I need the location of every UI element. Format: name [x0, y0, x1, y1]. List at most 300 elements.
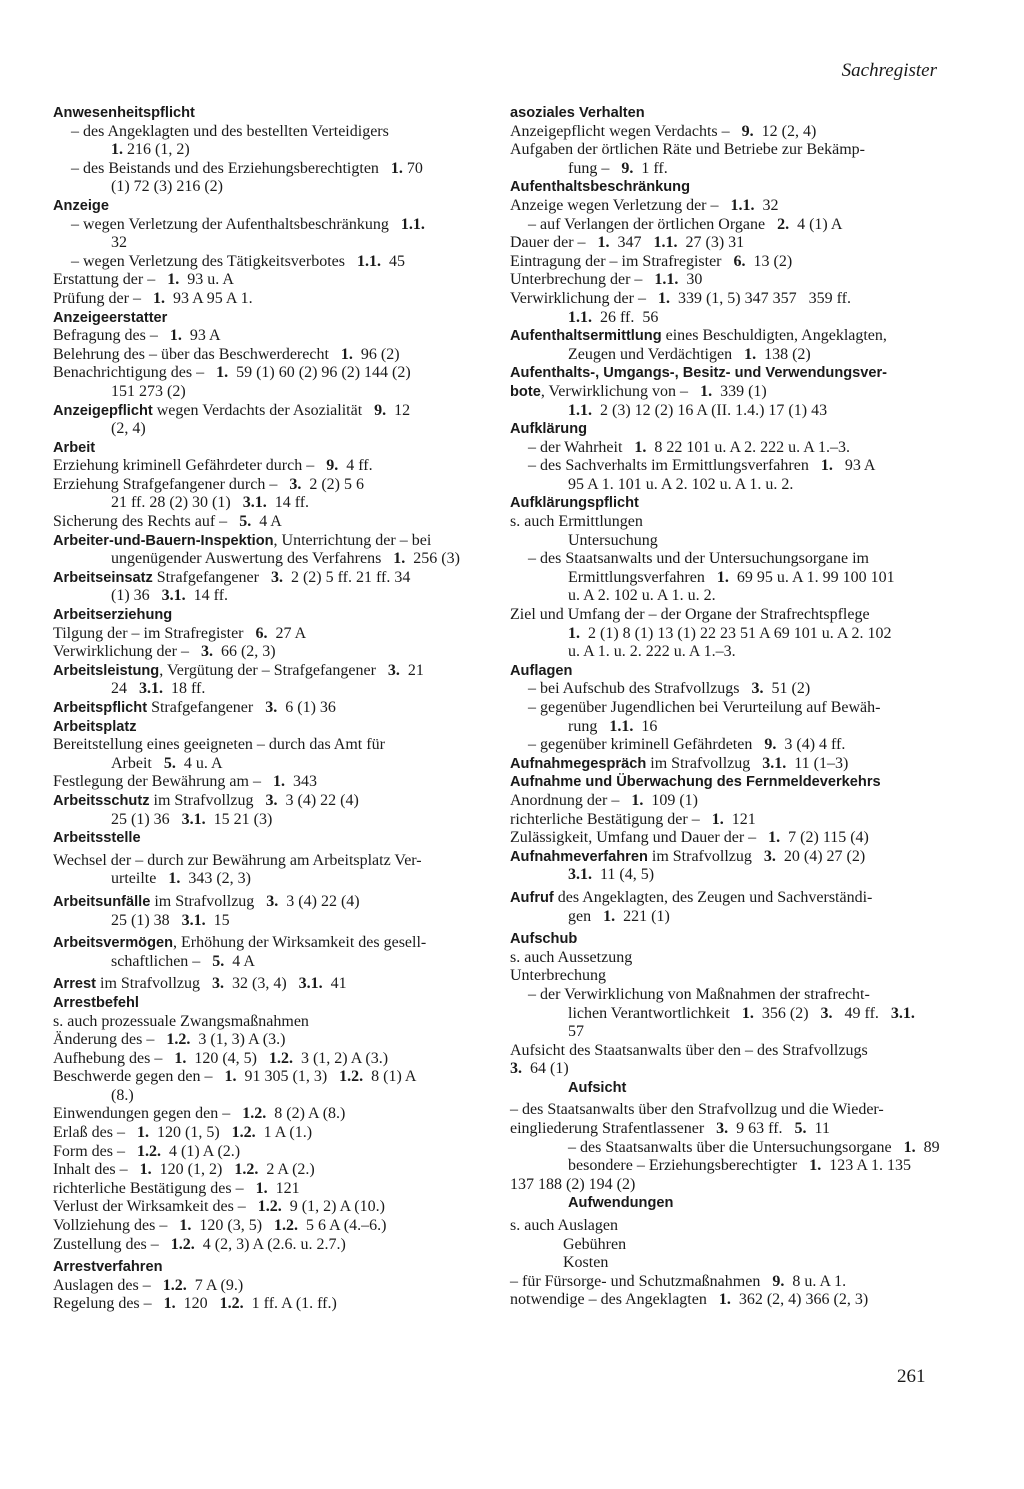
section-reference: 3.1. — [890, 1004, 915, 1022]
section-reference: 3.1. — [242, 494, 267, 512]
entry-text: 343 (2, 3) — [180, 870, 251, 888]
entry-text: 70 — [402, 159, 423, 177]
entry-text: richterliche Bestätigung des – — [53, 1179, 256, 1197]
index-entry-line — [510, 1291, 942, 1310]
entry-text: Benachrichtigung des – — [53, 364, 217, 382]
entry-text: 120 (4, 5) — [186, 1049, 269, 1067]
index-entry-line — [53, 141, 481, 160]
section-reference: 3. — [820, 1004, 833, 1022]
entry-text: 343 — [284, 773, 317, 791]
section-reference: 1. — [179, 1217, 192, 1235]
entry-text: 9 63 ff. — [728, 1120, 795, 1138]
entry-text: 32 — [754, 196, 779, 214]
entry-text: 24 — [111, 680, 139, 698]
section-reference: 3.1. — [161, 587, 186, 605]
index-entry-line — [510, 680, 942, 699]
index-entry-line — [510, 327, 942, 346]
entry-text: 95 A 1. 101 u. A 2. 102 u. A 1. u. 2. — [568, 475, 794, 493]
page-number: 261 — [897, 1366, 926, 1387]
entry-text: Belehrung des – über das Beschwerderecht — [53, 345, 341, 363]
entry-text: 1 A (1.) — [255, 1124, 313, 1142]
index-headword: Aufenthalts-, Umgangs-, Besitz- und Verwendungsver- — [510, 365, 888, 382]
entry-text: Zustellung des – — [53, 1235, 171, 1253]
section-reference: 9. — [772, 1272, 785, 1290]
index-entry-line — [53, 699, 481, 718]
entry-text: im Strafvollzug — [647, 847, 764, 865]
section-reference: 1.2. — [339, 1068, 364, 1086]
index-entry-line — [53, 870, 481, 889]
index-entry-line — [53, 160, 481, 179]
entry-text: 30 — [678, 271, 703, 289]
section-reference: 1. — [603, 907, 616, 925]
index-entry-line — [510, 1101, 942, 1120]
index-headword-line — [53, 309, 481, 328]
entry-text: 137 188 (2) 194 (2) — [510, 1175, 636, 1193]
index-entry-line — [510, 866, 942, 885]
section-reference: 1. — [390, 159, 403, 177]
entry-text: 45 — [381, 252, 405, 270]
index-entry-line — [510, 1060, 942, 1079]
entry-text: 14 ff. — [266, 494, 310, 512]
entry-text: 26 ff. 56 — [592, 308, 659, 326]
index-headword: Arbeiter-und-Bauern-Inspektion — [53, 532, 274, 549]
entry-text: 138 (2) — [756, 345, 811, 363]
entry-text: richterliche Bestätigung der – — [510, 810, 712, 828]
entry-text: 66 (2, 3) — [212, 643, 276, 661]
entry-text: Unterbrechung — [510, 967, 606, 985]
entry-text: Tilgung der – im Strafregister — [53, 624, 256, 642]
index-headword: Aufsicht — [568, 1079, 627, 1096]
section-reference: 6. — [733, 252, 746, 270]
entry-text: 12 (2, 4) — [753, 122, 817, 140]
index-headword-line — [510, 494, 942, 513]
entry-text: Anordnung der – — [510, 791, 632, 809]
index-headword: Aufnahmegespräch — [510, 755, 647, 772]
entry-text: 69 95 u. A 1. 99 100 101 — [728, 568, 895, 586]
index-headword-line — [53, 994, 481, 1013]
index-entry-line — [53, 513, 481, 532]
entry-text: Dauer der – — [510, 234, 598, 252]
index-entry-line — [510, 1042, 942, 1061]
index-headword: Arbeitsunfälle — [53, 893, 151, 910]
section-reference: 1.2. — [137, 1142, 161, 1160]
entry-text: , Unterrichtung der – bei — [273, 531, 432, 549]
entry-text: 21 — [399, 661, 424, 679]
index-headword: Aufschub — [510, 931, 578, 948]
index-entry-line — [53, 773, 481, 792]
section-reference: 1. — [631, 791, 644, 809]
section-reference: 1. — [224, 1068, 237, 1086]
entry-text: 362 (2, 4) 366 (2, 3) — [730, 1291, 869, 1309]
entry-text: 15 — [205, 911, 230, 929]
section-reference: 1.2. — [242, 1105, 267, 1123]
index-headword: Aufwendungen — [568, 1195, 674, 1212]
section-reference: 1. — [272, 773, 285, 791]
section-reference: 3. — [200, 643, 213, 661]
section-reference: 3. — [211, 975, 224, 993]
index-entry-line — [510, 829, 942, 848]
index-entry-line — [53, 457, 481, 476]
index-entry-line — [510, 1120, 942, 1139]
entry-text: 7 (2) 115 (4) — [780, 829, 869, 847]
entry-text: Inhalt des – — [53, 1161, 140, 1179]
index-entry-line — [53, 346, 481, 365]
entry-text: 4 (2, 3) A (2.6. u. 2.7.) — [194, 1235, 346, 1253]
index-entry-line — [510, 755, 942, 774]
entry-text: besondere – Erziehungsberechtigter — [568, 1157, 810, 1175]
entry-text: 32 — [111, 234, 127, 252]
entry-text: 347 — [609, 234, 654, 252]
section-reference: 1. — [168, 870, 181, 888]
entry-text: wegen Verdachts der Asozialität — [152, 401, 375, 419]
index-entry-line — [510, 1254, 942, 1273]
entry-text: 6 (1) 36 — [277, 699, 336, 716]
entry-text: 41 — [322, 975, 347, 993]
index-entry-line — [510, 811, 942, 830]
section-reference: 1.2. — [219, 1295, 244, 1313]
entry-text: eingliederung Strafentlassener — [510, 1120, 717, 1138]
entry-text: Zulässigkeit, Umfang und Dauer der – — [510, 829, 769, 847]
index-entry-line — [53, 736, 481, 755]
entry-text: Änderung des – — [53, 1031, 167, 1049]
index-entry-line — [53, 1068, 481, 1087]
index-entry-line — [510, 606, 942, 625]
section-reference: 1. — [820, 457, 833, 475]
index-entry-line — [510, 1005, 942, 1024]
entry-text: 2 (1) 8 (1) 13 (1) 22 23 51 A 69 101 u. A 2. 102 — [580, 624, 892, 642]
index-headword: Arrestverfahren — [53, 1259, 163, 1276]
index-entry-line — [510, 141, 942, 160]
index-entry-line — [53, 811, 481, 830]
index-headword-line — [510, 104, 942, 123]
index-headword: Arbeitsvermögen — [53, 935, 174, 952]
index-headword: Arbeitsstelle — [53, 830, 141, 847]
section-reference: 3.1. — [139, 680, 163, 698]
section-reference: 1. — [216, 364, 229, 382]
section-reference: 9. — [621, 159, 634, 177]
entry-text: – gegenüber kriminell Gefährdeten — [528, 736, 765, 754]
index-entry-line — [510, 1139, 942, 1158]
index-entry-line — [510, 476, 942, 495]
index-entry-line — [510, 532, 942, 551]
section-reference: 1. — [174, 1049, 187, 1067]
section-reference: 1.1. — [654, 271, 679, 289]
entry-text: 3 (4) 22 (4) — [277, 791, 359, 809]
entry-text: 8 22 101 u. A 2. 222 u. A 1.–3. — [646, 438, 850, 456]
index-entry-line — [53, 893, 481, 912]
entry-text: 16 — [633, 717, 658, 735]
index-headword: Arrestbefehl — [53, 994, 139, 1011]
section-reference: 1.1. — [357, 252, 381, 270]
entry-text: 120 (1, 2) — [151, 1161, 235, 1179]
entry-text: 216 (1, 2) — [123, 141, 190, 159]
index-entry-line — [53, 934, 481, 953]
section-reference: 1. — [152, 289, 165, 307]
index-headword-line — [510, 930, 942, 949]
index-entry-line — [53, 1143, 481, 1162]
index-entry-line — [510, 1236, 942, 1255]
section-reference: 3. — [387, 661, 400, 679]
entry-text: im Strafvollzug — [150, 892, 267, 910]
entry-text: Beschwerde gegen den – — [53, 1068, 225, 1086]
index-entry-line — [510, 986, 942, 1005]
index-entry-line — [510, 550, 942, 569]
index-headword: Aufruf — [510, 889, 554, 906]
index-entry-line — [53, 234, 481, 253]
index-headword-line — [53, 197, 481, 216]
entry-text: (1) 72 (3) 216 (2) — [111, 178, 223, 196]
section-reference: 1. — [393, 550, 406, 568]
section-reference: 1. — [111, 141, 123, 159]
section-reference: 9. — [764, 736, 777, 754]
entry-text: 8 (2) A (8.) — [266, 1105, 346, 1123]
page-header-title: Sachregister — [841, 60, 937, 81]
index-entry-line — [510, 271, 942, 290]
index-entry-line — [53, 383, 481, 402]
index-entry-line — [53, 680, 481, 699]
entry-text: – des Staatsanwalts und der Untersuchungsorgane im — [528, 550, 869, 568]
entry-text: Zeugen und Verdächtigen — [568, 345, 745, 363]
index-entry-line — [53, 792, 481, 811]
section-reference: 1. — [700, 382, 713, 400]
entry-text: 3 (1, 3) A (3.) — [190, 1031, 286, 1049]
entry-text: – des Staatsanwalts über den Strafvollzug und die Wieder- — [510, 1101, 884, 1119]
index-headword: Arbeitseinsatz — [53, 569, 153, 586]
section-reference: 1. — [568, 624, 580, 642]
entry-text: u. A 1. u. 2. 222 u. A 1.–3. — [568, 643, 736, 661]
entry-text: Aufhebung des – — [53, 1049, 175, 1067]
index-headword-line — [53, 606, 481, 625]
entry-text: Gebühren — [563, 1235, 627, 1253]
index-entry-line — [510, 197, 942, 216]
entry-text: – der Wahrheit — [528, 438, 635, 456]
entry-text: 109 (1) — [643, 791, 698, 809]
entry-text: 11 (4, 5) — [592, 866, 655, 884]
index-entry-line — [53, 643, 481, 662]
entry-text: – für Fürsorge- und Schutzmaßnahmen — [510, 1272, 773, 1290]
entry-text: Einwendungen gegen den – — [53, 1105, 243, 1123]
entry-text: 21 ff. 28 (2) 30 (1) — [111, 494, 243, 512]
section-reference: 3. — [266, 892, 279, 910]
index-entry-line — [53, 1295, 481, 1314]
index-entry-line — [53, 253, 481, 272]
entry-text: 13 (2) — [745, 252, 793, 270]
entry-text: 9 (1, 2) A (10.) — [281, 1198, 385, 1216]
entry-text: Aufsicht des Staatsanwalts über den – des Strafvollzugs — [510, 1041, 868, 1059]
index-headword: Arbeitsschutz — [53, 792, 150, 809]
entry-text: s. auch Ermittlungen — [510, 513, 643, 531]
section-reference: 1.1. — [400, 215, 425, 233]
section-reference: 1. — [903, 1138, 916, 1156]
section-reference: 1.2. — [257, 1198, 282, 1216]
entry-text: 120 — [175, 1295, 220, 1313]
index-entry-line — [53, 1198, 481, 1217]
entry-text: 2 (2) 5 ff. 21 ff. 34 — [282, 568, 411, 586]
section-reference: 3.1. — [298, 975, 323, 993]
section-reference: 9. — [326, 457, 339, 475]
entry-text: 121 — [723, 810, 756, 828]
entry-text: eines Beschuldigten, Angeklagten, — [661, 327, 887, 345]
entry-text: im Strafvollzug — [96, 975, 212, 993]
index-headword: Aufklärungspflicht — [510, 495, 639, 512]
index-entry-line — [53, 1124, 481, 1143]
index-entry-line — [53, 178, 481, 197]
index-entry-line — [53, 1236, 481, 1255]
section-reference: 1. — [768, 829, 781, 847]
entry-text: – wegen Verletzung der Aufenthaltsbeschränkung — [71, 215, 401, 233]
entry-text: 25 (1) 38 — [111, 911, 182, 929]
entry-text: 3 (4) 22 (4) — [278, 892, 360, 910]
section-reference: 5. — [163, 754, 176, 772]
entry-text: 32 (3, 4) — [223, 975, 299, 993]
index-entry-line — [510, 625, 942, 644]
entry-text: 339 (1, 5) 347 357 359 ff. — [669, 289, 851, 307]
section-reference: 3. — [289, 475, 302, 493]
index-headword-line — [53, 439, 481, 458]
entry-text: 20 (4) 27 (2) — [775, 847, 866, 865]
entry-text: 96 (2) — [352, 345, 400, 363]
index-entry-line — [53, 327, 481, 346]
entry-text: 49 ff. — [832, 1004, 891, 1022]
entry-text: (8.) — [111, 1086, 134, 1104]
index-headword: asoziales Verhalten — [510, 105, 645, 121]
entry-text: 4 u. A — [175, 754, 223, 772]
entry-text: fung – — [568, 159, 622, 177]
index-headword: Aufnahme und Überwachung des Fernmeldeverkehrs — [510, 774, 881, 791]
entry-text: 2 (3) 12 (2) 16 A (II. 1.4.) 17 (1) 43 — [592, 401, 828, 419]
index-headword-line — [53, 718, 481, 737]
section-reference: 1.1. — [730, 196, 755, 214]
entry-text: (1) 36 — [111, 587, 162, 605]
entry-text: 151 273 (2) — [111, 382, 186, 400]
entry-text: Strafgefangener — [152, 568, 271, 586]
section-reference: 1.2. — [231, 1124, 256, 1142]
index-entry-line — [510, 234, 942, 253]
section-reference: 1.2. — [162, 1276, 187, 1294]
entry-text: 123 A 1. 135 — [821, 1157, 912, 1175]
section-reference: 3.1. — [181, 810, 206, 828]
section-reference: 6. — [255, 624, 268, 642]
entry-text: 18 ff. — [163, 680, 206, 698]
entry-text: schaftlichen – — [111, 952, 213, 970]
index-headword: Anwesenheitspflicht — [53, 105, 195, 121]
section-reference: 3. — [751, 680, 764, 698]
entry-text: Untersuchung — [568, 531, 658, 549]
entry-text: 91 305 (1, 3) — [236, 1068, 340, 1086]
index-headword-line — [53, 104, 481, 123]
entry-text: 12 — [386, 401, 411, 419]
entry-text: – der Verwirklichung von Maßnahmen der strafrecht- — [528, 985, 870, 1003]
index-entry-line — [510, 569, 942, 588]
index-entry-line — [53, 1217, 481, 1236]
index-entry-line — [53, 625, 481, 644]
entry-text: Vollziehung des – — [53, 1217, 180, 1235]
section-reference: 1. — [711, 810, 724, 828]
section-reference: 3. — [716, 1120, 729, 1138]
entry-text: Form des – — [53, 1142, 137, 1160]
index-entry-line — [510, 160, 942, 179]
entry-text: Aufgaben der örtlichen Räte und Betriebe zur Bekämp- — [510, 141, 865, 159]
index-entry-line — [510, 513, 942, 532]
section-reference: 3. — [510, 1060, 522, 1078]
entry-text: Ermittlungsverfahren — [568, 568, 717, 586]
section-reference: 3.1. — [181, 911, 206, 929]
entry-text: – auf Verlangen der örtlichen Organe — [528, 215, 778, 233]
entry-text: 27 A — [267, 624, 307, 642]
entry-text: 4 (1) A (2.) — [161, 1142, 241, 1160]
index-entry-line — [53, 402, 481, 421]
entry-text: 64 (1) — [522, 1060, 569, 1078]
index-headword: Arbeit — [53, 439, 96, 456]
entry-text: , Erhöhung der Wirksamkeit des gesell- — [173, 934, 427, 952]
index-entry-line — [53, 494, 481, 513]
index-entry-line — [53, 975, 481, 994]
entry-text: Erziehung Strafgefangener durch – — [53, 475, 290, 493]
entry-text: Sicherung des Rechts auf – — [53, 513, 240, 531]
entry-text: Erlaß des – — [53, 1124, 137, 1142]
index-headword-line — [510, 1079, 942, 1098]
index-entry-line — [510, 290, 942, 309]
section-reference: 5. — [212, 952, 225, 970]
entry-text: 11 — [806, 1120, 830, 1138]
entry-text: – wegen Verletzung des Tätigkeitsverbotes — [71, 252, 357, 270]
entry-text: lichen Verantwortlichkeit — [568, 1004, 742, 1022]
section-reference: 3. — [265, 699, 278, 716]
entry-text: Verwirklichung der – — [53, 643, 201, 661]
section-reference: 1.2. — [166, 1031, 191, 1049]
entry-text: 339 (1) — [712, 382, 767, 400]
index-headword: Arbeitspflicht — [53, 700, 148, 716]
entry-text: Festlegung der Bewährung am – — [53, 773, 273, 791]
index-entry-line — [510, 1023, 942, 1042]
index-entry-line — [53, 1277, 481, 1296]
index-entry-line — [53, 1180, 481, 1199]
index-entry-line — [53, 1013, 481, 1032]
index-entry-line — [53, 953, 481, 972]
index-entry-line — [510, 699, 942, 718]
section-reference: 1. — [718, 1291, 731, 1309]
section-reference: 1.1. — [568, 308, 592, 326]
index-headword-line — [510, 1194, 942, 1213]
entry-text: gen — [568, 907, 604, 925]
section-reference: 1. — [340, 345, 353, 363]
entry-text: 3 (4) 4 ff. — [776, 736, 846, 754]
entry-text: 93 A — [832, 457, 876, 475]
section-reference: 1. — [167, 271, 180, 289]
entry-text: Ziel und Umfang der – der Organe der Strafrechtspflege — [510, 606, 870, 624]
section-reference: 1. — [809, 1157, 822, 1175]
entry-text: (2, 4) — [111, 420, 146, 438]
index-entry-line — [510, 587, 942, 606]
entry-text: 2 A (2.) — [258, 1161, 315, 1179]
entry-text: 25 (1) 36 — [111, 810, 182, 828]
entry-text: – bei Aufschub des Strafvollzugs — [528, 680, 752, 698]
index-entry-line — [53, 550, 481, 569]
entry-text: im Strafvollzug — [646, 754, 763, 772]
index-entry-line — [510, 1176, 942, 1195]
index-entry-line — [510, 848, 942, 867]
index-headword: Arrest — [53, 976, 96, 993]
index-entry-line — [53, 420, 481, 439]
index-entry-line — [53, 364, 481, 383]
index-headword: Anzeige — [53, 197, 109, 214]
index-entry-line — [510, 908, 942, 927]
index-entry-line — [510, 718, 942, 737]
section-reference: 1.2. — [268, 1049, 293, 1067]
index-entry-line — [510, 383, 942, 402]
entry-text: 59 (1) 60 (2) 96 (2) 144 (2) — [228, 364, 411, 382]
entry-text: rung — [568, 717, 610, 735]
